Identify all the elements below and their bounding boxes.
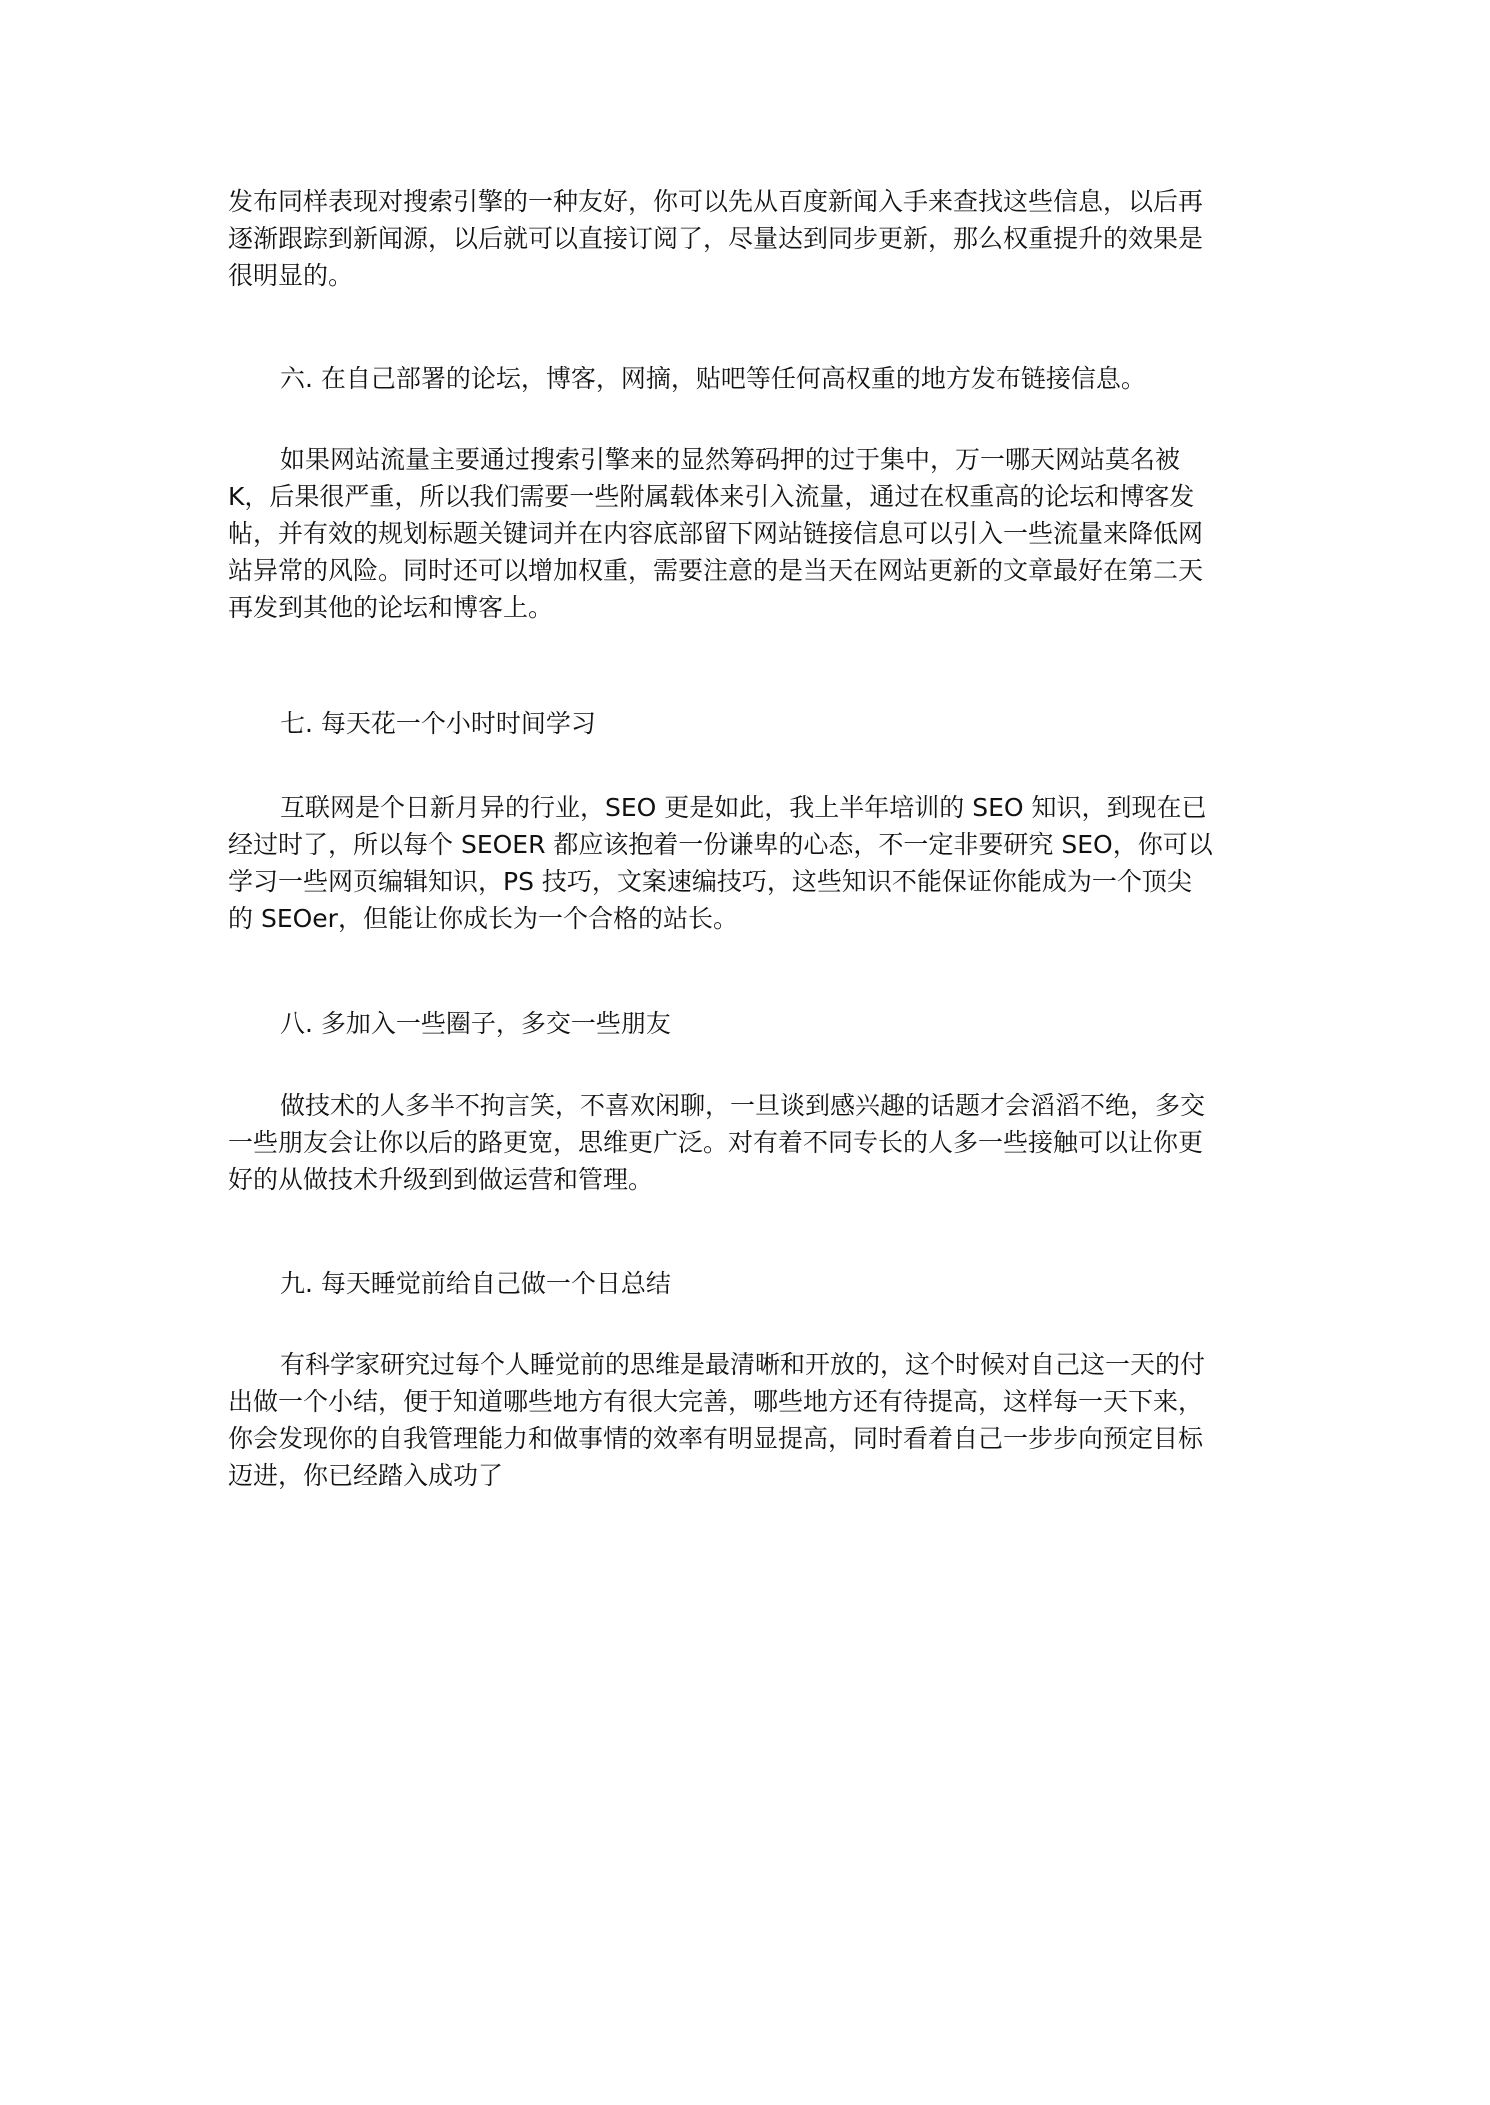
- text-line: K，后果很严重，所以我们需要一些附属载体来引入流量，通过在权重高的论坛和博客发: [228, 482, 1195, 511]
- paragraph-6: [228, 441, 1260, 626]
- text-line: 一些朋友会让你以后的路更宽，思维更广泛。对有着不同专长的人多一些接触可以让你更: [228, 1128, 1204, 1157]
- text-line: 出做一个小结，便于知道哪些地方有很大完善，哪些地方还有待提高，这样每一天下来，: [228, 1387, 1204, 1416]
- paragraph-intro: [228, 183, 1260, 294]
- paragraph-7: [228, 789, 1260, 937]
- section-heading-8: 八. 多加入一些圈子，多交一些朋友: [280, 1009, 671, 1038]
- text-line: 互联网是个日新月异的行业，SEO 更是如此，我上半年培训的 SEO 知识，到现在已: [280, 793, 1207, 822]
- text-line: 再发到其他的论坛和博客上。: [228, 593, 554, 622]
- text-line: 发布同样表现对搜索引擎的一种友好，你可以先从百度新闻入手来查找这些信息，以后再: [228, 187, 1204, 216]
- text-line: 经过时了，所以每个 SEOER 都应该抱着一份谦卑的心态，不一定非要研究 SEO，你可以: [228, 830, 1213, 859]
- text-line: 帖，并有效的规划标题关键词并在内容底部留下网站链接信息可以引入一些流量来降低网: [228, 519, 1204, 548]
- text-line: 迈进，你已经踏入成功了: [228, 1461, 504, 1490]
- text-line: 逐渐跟踪到新闻源，以后就可以直接订阅了，尽量达到同步更新，那么权重提升的效果是: [228, 224, 1204, 253]
- section-heading-7: 七. 每天花一个小时时间学习: [280, 709, 596, 738]
- paragraph-8: [228, 1087, 1260, 1198]
- text-line: 有科学家研究过每个人睡觉前的思维是最清晰和开放的，这个时候对自己这一天的付: [280, 1350, 1206, 1379]
- text-line: 做技术的人多半不拘言笑，不喜欢闲聊，一旦谈到感兴趣的话题才会滔滔不绝，多交: [280, 1091, 1206, 1120]
- text-line: 学习一些网页编辑知识，PS 技巧，文案速编技巧，这些知识不能保证你能成为一个顶尖: [228, 867, 1192, 896]
- text-line: 如果网站流量主要通过搜索引擎来的显然筹码押的过于集中，万一哪天网站莫名被: [280, 445, 1181, 474]
- section-heading-9: 九. 每天睡觉前给自己做一个日总结: [280, 1269, 671, 1298]
- text-line: 你会发现你的自我管理能力和做事情的效率有明显提高，同时看着自己一步步向预定目标: [228, 1424, 1204, 1453]
- text-line: 的 SEOer，但能让你成长为一个合格的站长。: [228, 904, 738, 933]
- text-line: 站异常的风险。同时还可以增加权重，需要注意的是当天在网站更新的文章最好在第二天: [228, 556, 1204, 585]
- section-heading-6: 六. 在自己部署的论坛，博客，网摘，贴吧等任何高权重的地方发布链接信息。: [280, 364, 1146, 393]
- paragraph-9: [228, 1346, 1260, 1494]
- text-line: 好的从做技术升级到到做运营和管理。: [228, 1165, 654, 1194]
- text-line: 很明显的。: [228, 261, 354, 290]
